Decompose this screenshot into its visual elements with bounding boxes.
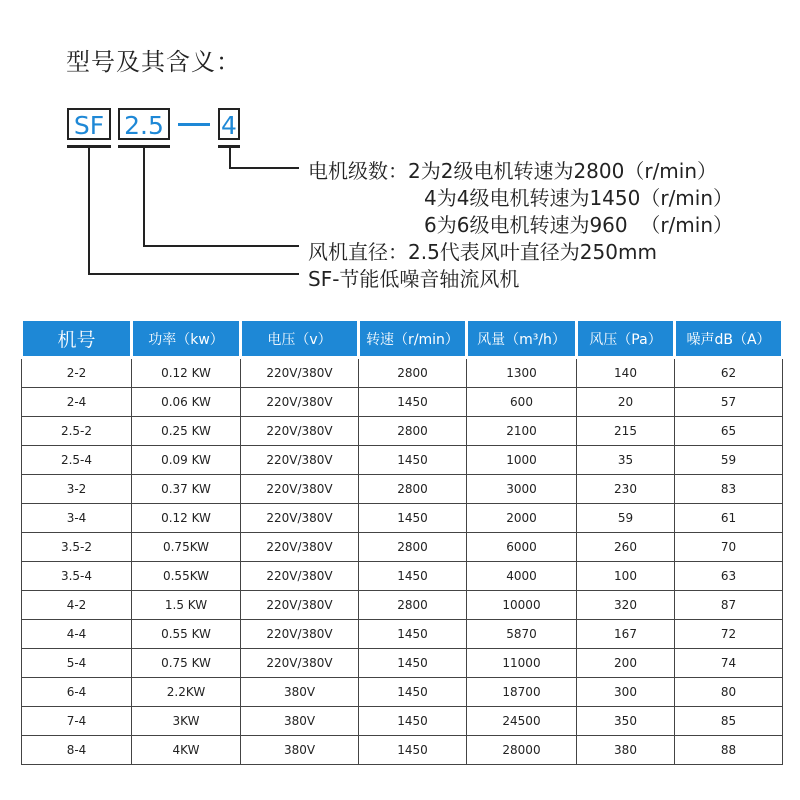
table-row — [22, 475, 783, 504]
cell-pressure: 350 — [577, 707, 675, 736]
poles-leader-horizontal — [229, 167, 299, 169]
cell-power: 0.12 KW — [132, 504, 241, 533]
cell-speed: 1450 — [359, 446, 467, 475]
cell-airflow: 5870 — [467, 620, 577, 649]
cell-speed: 1450 — [359, 707, 467, 736]
table-row — [22, 417, 783, 446]
cell-model: 3-4 — [22, 504, 132, 533]
cell-voltage: 380V — [241, 736, 359, 765]
cell-model: 3.5-4 — [22, 562, 132, 591]
cell-voltage: 220V/380V — [241, 533, 359, 562]
table-row — [22, 649, 783, 678]
cell-speed: 1450 — [359, 388, 467, 417]
cell-airflow: 18700 — [467, 678, 577, 707]
cell-speed: 1450 — [359, 562, 467, 591]
cell-speed: 2800 — [359, 591, 467, 620]
cell-pressure: 167 — [577, 620, 675, 649]
motor-poles-desc-2: 4为4级电机转速为1450（r/min） — [424, 186, 734, 210]
cell-airflow: 600 — [467, 388, 577, 417]
cell-voltage: 380V — [241, 707, 359, 736]
header-model: 机号 — [22, 320, 132, 358]
diameter-leader-horizontal — [143, 245, 299, 247]
cell-model: 4-4 — [22, 620, 132, 649]
model-code-poles: 4 — [218, 108, 240, 140]
cell-noise: 80 — [675, 678, 783, 707]
cell-pressure: 380 — [577, 736, 675, 765]
cell-airflow: 11000 — [467, 649, 577, 678]
cell-model: 5-4 — [22, 649, 132, 678]
cell-pressure: 100 — [577, 562, 675, 591]
cell-voltage: 220V/380V — [241, 358, 359, 388]
cell-pressure: 20 — [577, 388, 675, 417]
cell-airflow: 2000 — [467, 504, 577, 533]
series-leader-horizontal — [88, 273, 299, 275]
cell-noise: 59 — [675, 446, 783, 475]
header-noise: 噪声dB（A） — [675, 320, 783, 358]
table-row — [22, 533, 783, 562]
cell-noise: 57 — [675, 388, 783, 417]
cell-airflow: 24500 — [467, 707, 577, 736]
cell-airflow: 28000 — [467, 736, 577, 765]
table-row — [22, 591, 783, 620]
table-row — [22, 707, 783, 736]
table-row — [22, 620, 783, 649]
cell-power: 4KW — [132, 736, 241, 765]
cell-power: 1.5 KW — [132, 591, 241, 620]
page-title: 型号及其含义： — [66, 48, 241, 76]
cell-pressure: 140 — [577, 358, 675, 388]
cell-pressure: 215 — [577, 417, 675, 446]
cell-speed: 2800 — [359, 533, 467, 562]
cell-speed: 1450 — [359, 649, 467, 678]
cell-voltage: 220V/380V — [241, 446, 359, 475]
cell-power: 0.37 KW — [132, 475, 241, 504]
cell-voltage: 220V/380V — [241, 504, 359, 533]
cell-model: 6-4 — [22, 678, 132, 707]
cell-model: 7-4 — [22, 707, 132, 736]
cell-noise: 70 — [675, 533, 783, 562]
cell-voltage: 220V/380V — [241, 475, 359, 504]
motor-poles-desc-1: 电机级数：2为2级电机转速为2800（r/min） — [308, 159, 718, 183]
cell-pressure: 320 — [577, 591, 675, 620]
table-row — [22, 504, 783, 533]
table-row — [22, 562, 783, 591]
header-pressure: 风压（Pa） — [577, 320, 675, 358]
cell-speed: 2800 — [359, 475, 467, 504]
cell-noise: 85 — [675, 707, 783, 736]
cell-noise: 88 — [675, 736, 783, 765]
cell-noise: 62 — [675, 358, 783, 388]
cell-voltage: 220V/380V — [241, 417, 359, 446]
cell-airflow: 4000 — [467, 562, 577, 591]
motor-poles-desc-3: 6为6级电机转速为960 （r/min） — [424, 213, 734, 237]
model-code-diameter: 2.5 — [118, 108, 170, 140]
cell-power: 0.55KW — [132, 562, 241, 591]
header-airflow: 风量（m³/h） — [467, 320, 577, 358]
cell-pressure: 230 — [577, 475, 675, 504]
cell-power: 3KW — [132, 707, 241, 736]
cell-noise: 65 — [675, 417, 783, 446]
cell-pressure: 59 — [577, 504, 675, 533]
cell-pressure: 260 — [577, 533, 675, 562]
cell-voltage: 220V/380V — [241, 591, 359, 620]
diameter-desc: 风机直径：2.5代表风叶直径为250mm — [308, 240, 657, 264]
cell-power: 0.75KW — [132, 533, 241, 562]
cell-power: 0.25 KW — [132, 417, 241, 446]
cell-power: 0.55 KW — [132, 620, 241, 649]
header-power: 功率（kw） — [132, 320, 241, 358]
cell-speed: 1450 — [359, 736, 467, 765]
table-row — [22, 736, 783, 765]
cell-model: 2-2 — [22, 358, 132, 388]
cell-voltage: 220V/380V — [241, 388, 359, 417]
cell-speed: 1450 — [359, 504, 467, 533]
cell-noise: 83 — [675, 475, 783, 504]
table-row — [22, 678, 783, 707]
cell-voltage: 220V/380V — [241, 649, 359, 678]
cell-noise: 61 — [675, 504, 783, 533]
cell-speed: 2800 — [359, 358, 467, 388]
cell-pressure: 35 — [577, 446, 675, 475]
cell-model: 2-4 — [22, 388, 132, 417]
cell-noise: 74 — [675, 649, 783, 678]
cell-noise: 87 — [675, 591, 783, 620]
cell-power: 0.12 KW — [132, 358, 241, 388]
cell-pressure: 300 — [577, 678, 675, 707]
cell-model: 3-2 — [22, 475, 132, 504]
cell-speed: 1450 — [359, 620, 467, 649]
series-leader-vertical — [88, 147, 90, 275]
table-header-row — [22, 320, 783, 358]
spec-table — [20, 318, 784, 765]
cell-power: 0.75 KW — [132, 649, 241, 678]
cell-voltage: 380V — [241, 678, 359, 707]
cell-speed: 2800 — [359, 417, 467, 446]
cell-model: 4-2 — [22, 591, 132, 620]
table-row — [22, 446, 783, 475]
header-speed: 转速（r/min） — [359, 320, 467, 358]
cell-power: 0.09 KW — [132, 446, 241, 475]
poles-leader-vertical — [229, 147, 231, 169]
table-row — [22, 388, 783, 417]
cell-noise: 63 — [675, 562, 783, 591]
cell-airflow: 1300 — [467, 358, 577, 388]
cell-model: 2.5-2 — [22, 417, 132, 446]
cell-model: 8-4 — [22, 736, 132, 765]
model-code-series: SF — [67, 108, 111, 140]
diameter-leader-vertical — [143, 147, 145, 247]
cell-airflow: 2100 — [467, 417, 577, 446]
cell-power: 0.06 KW — [132, 388, 241, 417]
cell-model: 2.5-4 — [22, 446, 132, 475]
cell-airflow: 6000 — [467, 533, 577, 562]
cell-voltage: 220V/380V — [241, 562, 359, 591]
cell-airflow: 10000 — [467, 591, 577, 620]
cell-airflow: 3000 — [467, 475, 577, 504]
cell-model: 3.5-2 — [22, 533, 132, 562]
model-code-dash — [178, 123, 210, 126]
cell-speed: 1450 — [359, 678, 467, 707]
cell-noise: 72 — [675, 620, 783, 649]
cell-pressure: 200 — [577, 649, 675, 678]
cell-airflow: 1000 — [467, 446, 577, 475]
header-voltage: 电压（v） — [241, 320, 359, 358]
cell-power: 2.2KW — [132, 678, 241, 707]
cell-voltage: 220V/380V — [241, 620, 359, 649]
table-row — [22, 358, 783, 388]
series-desc: SF-节能低噪音轴流风机 — [308, 267, 520, 291]
